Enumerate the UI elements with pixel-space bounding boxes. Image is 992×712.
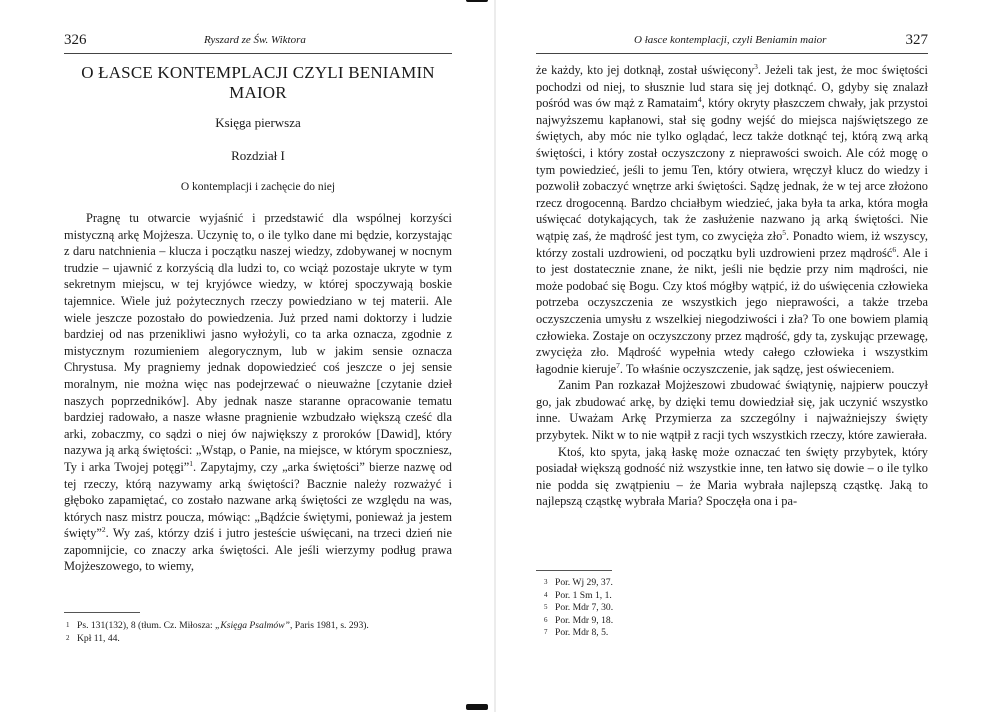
- footnote-mark: 2: [66, 633, 70, 642]
- work-title: O ŁASCE KONTEMPLACJI CZYLI BENIAMIN MAIOR: [81, 63, 435, 102]
- footnote-text: , Paris 1981, s. 293).: [289, 620, 369, 631]
- right-body-text: [536, 62, 928, 510]
- footnote-text: Por. Mdr 7, 30.: [555, 602, 614, 614]
- right-footnotes: [544, 577, 928, 640]
- footnote-text: Kpł 11, 44.: [77, 632, 120, 644]
- footnote: [66, 633, 452, 646]
- footnote-text: Por. Mdr 8, 5.: [555, 627, 609, 639]
- left-running-head: [64, 30, 452, 50]
- footnote-italic-text: „Księga Psalmów”: [215, 620, 290, 631]
- footnote: [544, 577, 928, 590]
- footnote-mark: 7: [544, 628, 548, 637]
- text-run: Pragnę tu otwarcie wyjaśnić i przedstawić dla wspólnej korzyści mistyczną arkę Mojżesza. Uczynię to, o ile tylko dane mi będzie, korzystając z daru natchnienia – klucza i początku naszej wiedzy, zdobywanej w nocnym trudzie – ujawnić z korzyścią dla ludzi to, co wciąż pozostaje ukryte w tym sekretnym miejscu, w tej kryjówce wiedzy, w której spoczywają boskie tajemnice. Wiele już pożytecznych rzeczy powiedziano w tej materii. Ale wiele jeszcze pozostało do powiedzenia. Już przed nami doktorzy i ludzie bardziej od nas przenikliwi jasno wyłożyli, co ta arka oznacza, zgodnie z mistycznym rozumieniem alegorycznym, lub w jakim sensie oznacza Chrystusa. My pragniemy jednak dopowiedzieć coś jeszcze o jej sensie moralnym, nie można więc nas podejrzewać o nieuważne [czytanie dzieł naszych poprzedników]. Aby jednak nasze staranne opracowanie tematu bardziej radowało, a nasze własne pragnienie wzbudzało większą cześć dla arki, zobaczmy, co sądzi o niej ów największy z proroków [Dawid], który nazywa ją arką świętości: „Wstąp, o Panie, na miejsce, w którym spoczniesz, Ty i arka Twojej potęgi”: [64, 211, 452, 474]
- right-running-title: O łasce kontemplacji, czyli Beniamin maior: [634, 34, 827, 46]
- chapter-heading: Rozdział I: [231, 148, 285, 163]
- left-header-rule: [64, 53, 452, 54]
- right-header-rule: [536, 53, 928, 54]
- text-run: , który okryty płaszczem chwały, jak przystoi najwyższemu kapłanowi, stał się godny wejść do miejsca najświętszego ze świętych, aby móc nie tylko oglądać, lecz także dotknąć tej, którą zwą arką świętości, i który został oczyszczony z nieprawości swoich. Ale cóż mogę o tym powiedzieć, jeśli to jemu Ten, który otwiera, wręczył klucz do wiedzy i pozwolił zobaczyć wnętrze arki świętości. Sądzę jednak, że w tej arce złożono rzecz drogocenną. Bardzo chciałbym wiedzieć, jaka była ta arka, która mogła uświęcać dotykających, tak że zasłużenie nazwano ją arką świętości. Nie wątpię zaś, że mądrość jest tym, co zwycięża zło: [536, 96, 928, 243]
- text-run: że każdy, kto jej dotknął, został uświęcony: [536, 63, 755, 77]
- chapter-subtitle: O kontemplacji i zachęcie do niej: [180, 181, 336, 193]
- footnote: [544, 590, 928, 603]
- left-body-text: [64, 210, 452, 575]
- right-running-head: [536, 30, 928, 50]
- footnote-ref: 7: [616, 360, 620, 370]
- footnote-text: Por. Mdr 9, 18.: [555, 614, 614, 626]
- left-footnotes: [66, 620, 452, 645]
- footnote-mark: 5: [544, 603, 548, 612]
- footnote-mark: 1: [66, 621, 70, 629]
- footnote-mark: 3: [544, 578, 548, 586]
- text-run: . Jeżeli tak jest, że moc świętości pochodzi od niej, to słusznie lud stara się jej dotknąć. O, gdyby się znalazł pośród was ów mąż z Ramataim: [536, 63, 928, 111]
- footnote-ref: 3: [754, 61, 758, 71]
- footnote: [544, 627, 928, 640]
- footnote-text: Por. Wj 29, 37.: [555, 577, 613, 588]
- scan-mark-bottom: [466, 704, 488, 710]
- footnote-mark: 4: [544, 590, 548, 599]
- footnote-ref: 4: [697, 95, 702, 105]
- text-run: . Ale i to jest dostatecznie znane, że nikt, jeśli nie będzie przy nim mądrości, nie może podobać się Bogu. Czy ktoś mógłby wątpić, iż do uświęcenia człowieka potrzeba oczyszczenia ze wszystkich jego nieprawości, a także trzeba oczyszczenia umysłu z wszelkiej niegodziwości i zła? To one bowiem plamią człowieka. Zostaje on oczyszczony przez mądrość, gdy ta, zyskując przewagę, zwycięża zło. Mądrość wypełnia wtedy całego człowieka i wszystkim łagodnie kieruje: [536, 245, 928, 376]
- footnote-ref: 2: [101, 525, 106, 535]
- paragraph: [536, 62, 928, 377]
- paragraph: [536, 444, 928, 510]
- footnote-text: Por. 1 Sm 1, 1.: [555, 589, 612, 601]
- text-run: . Wy zaś, którzy dziś i jutro jesteście uświęcani, na trzeci dzień nie zapomnijcie, co znaczy arka świętości. Ale jeśli wierzymy podług prawa Mojżeszowego, to wiemy,: [64, 526, 452, 574]
- scan-mark-top: [466, 0, 488, 2]
- footnote-ref: 1: [189, 458, 194, 468]
- right-footnote-rule: [536, 570, 612, 571]
- footnote: [544, 602, 928, 615]
- text-run: Zanim Pan rozkazał Mojżeszowi zbudować świątynię, najpierw pouczył go, jak zbudować arkę, by dzięki temu dowiedział się, jak uczynić wszystko inne. Uważam Arkę Przymierza za szczególny i najważniejszy święty przybytek. Nikt w to nie wątpił z racji tych wszystkich rzeczy, które zawierała.: [536, 378, 928, 443]
- left-page-number: 326: [64, 32, 87, 48]
- text-run: Ktoś, kto spyta, jaką łaskę może oznaczać ten święty przybytek, który posiadał większą godność niż wszystkie inne, ten łatwo się dowie – o ile tylko nie podda się zwątpieniu – że Maria wybrała najlepszą cząstkę. Jaką to najlepszą cząstkę wybrała Maria? Spoczęła ona i pa-: [536, 444, 928, 509]
- text-run: . To właśnie oczyszczenie, jak sądzę, jest oświeceniem.: [619, 361, 895, 376]
- book-heading: Księga pierwsza: [215, 115, 301, 130]
- text-run: . Ponadto wiem, iż wszyscy, którzy zostali uzdrowieni, od początku byli uzdrowieni przez mądrość: [536, 228, 928, 260]
- left-footnote-rule: [64, 612, 140, 613]
- right-page: [496, 0, 992, 712]
- footnote: [544, 615, 928, 628]
- right-page-number: 327: [905, 32, 928, 48]
- paragraph: [64, 210, 452, 575]
- left-running-title: Ryszard ze Św. Wiktora: [204, 34, 306, 46]
- text-run: . Zapytajmy, czy „arka świętości” bierze nazwę od tej rzeczy, którą nazywamy arką świętości? Bacznie należy rozważyć i głęboko zapamiętać, co zostało nazwane arką świętości ze względu na was, których nasz mistrz poucza, mówiąc: „Bądźcie świętymi, ponieważ ja jestem święty”: [64, 459, 452, 541]
- footnote-text: Ps. 131(132), 8 (tłum. Cz. Miłosza:: [77, 620, 216, 631]
- footnote-ref: 5: [782, 227, 787, 237]
- footnote-mark: 6: [544, 615, 548, 624]
- paragraph: [536, 377, 928, 443]
- footnote-ref: 6: [892, 244, 897, 254]
- footnote: [66, 620, 452, 633]
